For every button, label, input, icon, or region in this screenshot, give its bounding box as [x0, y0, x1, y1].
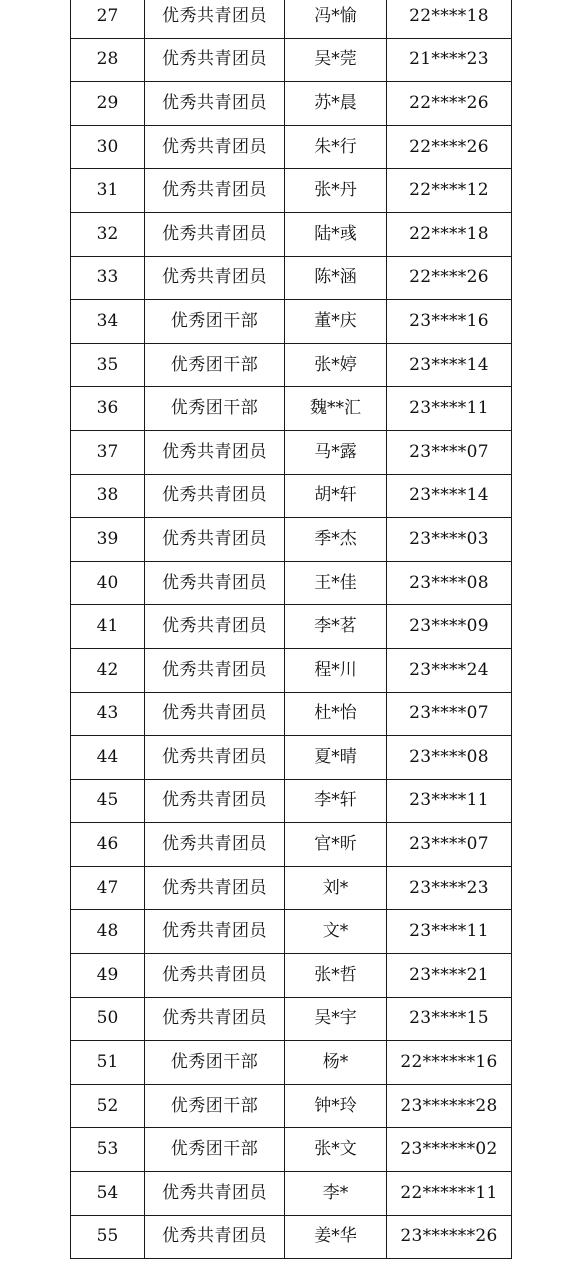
award-type-cell: 优秀共青团员 — [145, 38, 285, 82]
recipient-name-cell: 李*轩 — [285, 779, 387, 823]
student-id-cell: 22****26 — [387, 256, 512, 300]
student-id-cell: 23****07 — [387, 692, 512, 736]
table-row — [71, 212, 512, 256]
table-row — [71, 518, 512, 562]
table-row — [71, 692, 512, 736]
student-id-cell: 23****21 — [387, 954, 512, 998]
student-id-cell: 23******28 — [387, 1084, 512, 1128]
recipient-name-cell: 陆*彧 — [285, 212, 387, 256]
roster-body — [71, 0, 512, 1259]
student-id-cell: 23****24 — [387, 648, 512, 692]
table-row — [71, 561, 512, 605]
row-number-cell: 41 — [71, 605, 145, 649]
table-row — [71, 1215, 512, 1259]
award-type-cell: 优秀团干部 — [145, 343, 285, 387]
recipient-name-cell: 杨* — [285, 1041, 387, 1085]
student-id-cell: 23******26 — [387, 1215, 512, 1259]
row-number-cell: 50 — [71, 997, 145, 1041]
student-id-cell: 23****16 — [387, 300, 512, 344]
table-row — [71, 1084, 512, 1128]
table-row — [71, 779, 512, 823]
recipient-name-cell: 吴*宇 — [285, 997, 387, 1041]
student-id-cell: 23******02 — [387, 1128, 512, 1172]
student-id-cell: 23****07 — [387, 430, 512, 474]
recipient-name-cell: 马*露 — [285, 430, 387, 474]
row-number-cell: 32 — [71, 212, 145, 256]
table-row — [71, 474, 512, 518]
student-id-cell: 21****23 — [387, 38, 512, 82]
recipient-name-cell: 王*佳 — [285, 561, 387, 605]
award-type-cell: 优秀共青团员 — [145, 910, 285, 954]
recipient-name-cell: 张*文 — [285, 1128, 387, 1172]
row-number-cell: 35 — [71, 343, 145, 387]
table-row — [71, 1041, 512, 1085]
award-type-cell: 优秀共青团员 — [145, 518, 285, 562]
row-number-cell: 29 — [71, 82, 145, 126]
row-number-cell: 39 — [71, 518, 145, 562]
award-type-cell: 优秀共青团员 — [145, 605, 285, 649]
row-number-cell: 33 — [71, 256, 145, 300]
row-number-cell: 47 — [71, 866, 145, 910]
award-type-cell: 优秀共青团员 — [145, 169, 285, 213]
student-id-cell: 23****11 — [387, 910, 512, 954]
award-type-cell: 优秀共青团员 — [145, 430, 285, 474]
student-id-cell: 22******16 — [387, 1041, 512, 1085]
row-number-cell: 54 — [71, 1172, 145, 1216]
student-id-cell: 23****11 — [387, 779, 512, 823]
recipient-name-cell: 刘* — [285, 866, 387, 910]
table-row — [71, 387, 512, 431]
table-row — [71, 125, 512, 169]
table-row — [71, 605, 512, 649]
award-type-cell: 优秀共青团员 — [145, 212, 285, 256]
award-type-cell: 优秀共青团员 — [145, 1215, 285, 1259]
student-id-cell: 23****07 — [387, 823, 512, 867]
recipient-name-cell: 季*杰 — [285, 518, 387, 562]
student-id-cell: 23****03 — [387, 518, 512, 562]
row-number-cell: 48 — [71, 910, 145, 954]
recipient-name-cell: 夏*晴 — [285, 736, 387, 780]
award-type-cell: 优秀团干部 — [145, 1041, 285, 1085]
row-number-cell: 31 — [71, 169, 145, 213]
student-id-cell: 22****26 — [387, 82, 512, 126]
table-row — [71, 82, 512, 126]
student-id-cell: 23****14 — [387, 343, 512, 387]
award-type-cell: 优秀共青团员 — [145, 648, 285, 692]
recipient-name-cell: 程*川 — [285, 648, 387, 692]
row-number-cell: 28 — [71, 38, 145, 82]
table-row — [71, 866, 512, 910]
row-number-cell: 49 — [71, 954, 145, 998]
award-type-cell: 优秀团干部 — [145, 1084, 285, 1128]
student-id-cell: 23****08 — [387, 561, 512, 605]
row-number-cell: 45 — [71, 779, 145, 823]
award-type-cell: 优秀团干部 — [145, 387, 285, 431]
award-type-cell: 优秀共青团员 — [145, 736, 285, 780]
recipient-name-cell: 姜*华 — [285, 1215, 387, 1259]
table-row — [71, 648, 512, 692]
table-row — [71, 430, 512, 474]
award-roster-table — [70, 0, 512, 1259]
recipient-name-cell: 魏**汇 — [285, 387, 387, 431]
recipient-name-cell: 吴*莞 — [285, 38, 387, 82]
row-number-cell: 51 — [71, 1041, 145, 1085]
recipient-name-cell: 董*庆 — [285, 300, 387, 344]
award-type-cell: 优秀团干部 — [145, 1128, 285, 1172]
table-row — [71, 169, 512, 213]
award-type-cell: 优秀共青团员 — [145, 1172, 285, 1216]
table-row — [71, 910, 512, 954]
recipient-name-cell: 官*昕 — [285, 823, 387, 867]
row-number-cell: 27 — [71, 0, 145, 38]
award-type-cell: 优秀共青团员 — [145, 823, 285, 867]
row-number-cell: 55 — [71, 1215, 145, 1259]
row-number-cell: 38 — [71, 474, 145, 518]
table-row — [71, 256, 512, 300]
row-number-cell: 53 — [71, 1128, 145, 1172]
row-number-cell: 40 — [71, 561, 145, 605]
recipient-name-cell: 李* — [285, 1172, 387, 1216]
recipient-name-cell: 朱*行 — [285, 125, 387, 169]
table-row — [71, 954, 512, 998]
table-row — [71, 343, 512, 387]
student-id-cell: 22******11 — [387, 1172, 512, 1216]
row-number-cell: 30 — [71, 125, 145, 169]
recipient-name-cell: 张*丹 — [285, 169, 387, 213]
student-id-cell: 22****18 — [387, 212, 512, 256]
table-row — [71, 300, 512, 344]
table-row — [71, 736, 512, 780]
student-id-cell: 23****09 — [387, 605, 512, 649]
student-id-cell: 23****08 — [387, 736, 512, 780]
award-type-cell: 优秀共青团员 — [145, 954, 285, 998]
row-number-cell: 42 — [71, 648, 145, 692]
recipient-name-cell: 张*婷 — [285, 343, 387, 387]
award-type-cell: 优秀共青团员 — [145, 692, 285, 736]
award-type-cell: 优秀共青团员 — [145, 561, 285, 605]
row-number-cell: 46 — [71, 823, 145, 867]
award-type-cell: 优秀共青团员 — [145, 997, 285, 1041]
roster-sheet — [70, 0, 511, 1259]
recipient-name-cell: 胡*轩 — [285, 474, 387, 518]
recipient-name-cell: 李*茗 — [285, 605, 387, 649]
student-id-cell: 23****15 — [387, 997, 512, 1041]
award-type-cell: 优秀共青团员 — [145, 256, 285, 300]
recipient-name-cell: 冯*愉 — [285, 0, 387, 38]
recipient-name-cell: 文* — [285, 910, 387, 954]
student-id-cell: 22****12 — [387, 169, 512, 213]
student-id-cell: 23****14 — [387, 474, 512, 518]
recipient-name-cell: 苏*晨 — [285, 82, 387, 126]
table-row — [71, 0, 512, 38]
table-row — [71, 823, 512, 867]
student-id-cell: 23****11 — [387, 387, 512, 431]
award-type-cell: 优秀共青团员 — [145, 125, 285, 169]
row-number-cell: 37 — [71, 430, 145, 474]
recipient-name-cell: 杜*怡 — [285, 692, 387, 736]
row-number-cell: 34 — [71, 300, 145, 344]
row-number-cell: 36 — [71, 387, 145, 431]
row-number-cell: 43 — [71, 692, 145, 736]
table-row — [71, 1128, 512, 1172]
recipient-name-cell: 陈*涵 — [285, 256, 387, 300]
table-row — [71, 997, 512, 1041]
award-type-cell: 优秀共青团员 — [145, 866, 285, 910]
table-row — [71, 1172, 512, 1216]
row-number-cell: 44 — [71, 736, 145, 780]
recipient-name-cell: 张*哲 — [285, 954, 387, 998]
award-type-cell: 优秀共青团员 — [145, 82, 285, 126]
student-id-cell: 23****23 — [387, 866, 512, 910]
recipient-name-cell: 钟*玲 — [285, 1084, 387, 1128]
award-type-cell: 优秀团干部 — [145, 300, 285, 344]
award-type-cell: 优秀共青团员 — [145, 779, 285, 823]
row-number-cell: 52 — [71, 1084, 145, 1128]
award-type-cell: 优秀共青团员 — [145, 0, 285, 38]
award-type-cell: 优秀共青团员 — [145, 474, 285, 518]
student-id-cell: 22****26 — [387, 125, 512, 169]
table-row — [71, 38, 512, 82]
student-id-cell: 22****18 — [387, 0, 512, 38]
